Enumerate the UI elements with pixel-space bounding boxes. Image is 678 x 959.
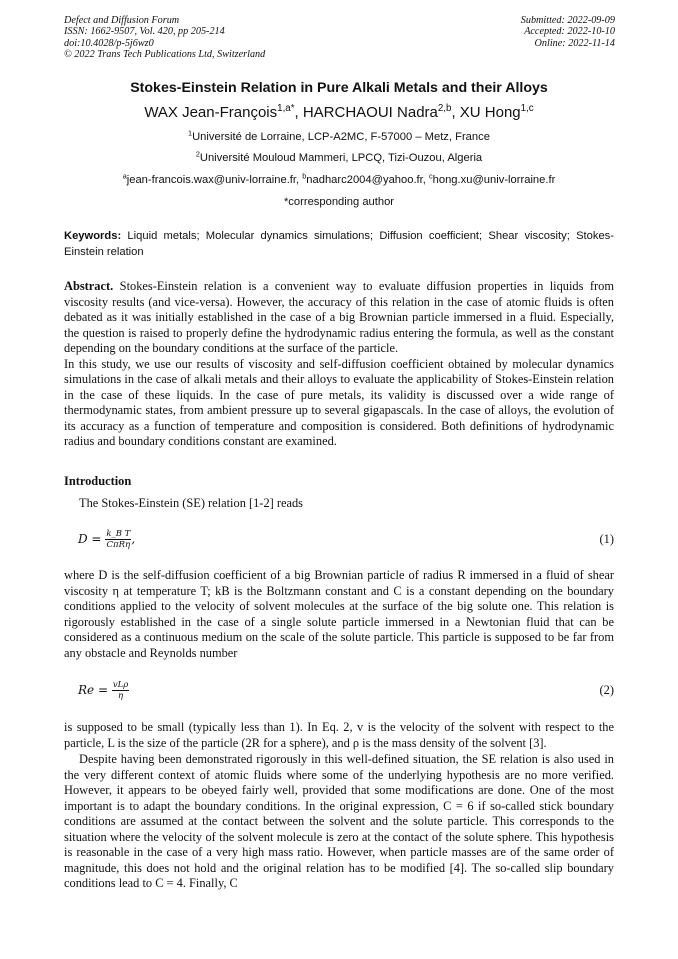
copyright-line: © 2022 Trans Tech Publications Ltd, Switzerland bbox=[64, 49, 266, 61]
affiliation-2 bbox=[0, 149, 678, 164]
equation-lhs: D = bbox=[78, 532, 106, 546]
equation-fraction bbox=[105, 529, 131, 550]
abstract-text: Stokes-Einstein relation is a convenient way to evaluate diffusion properties in liquids from viscosity results (and vice-versa). However, the accuracy of this relation in the case of atomic fluids is often debated as it was initially established in the case of a big Brownian particle immersed in a fluid. Especially, the question is raised to properly define the hydrodynamic radius entering the formula, as well as the constant depending on the boundary conditions at the surface of the particle. bbox=[64, 279, 614, 356]
author-name: WAX Jean-François bbox=[144, 104, 278, 121]
affiliation-text: Université Mouloud Mammeri, LPCQ, Tizi-Ouzou, Algeria bbox=[199, 152, 483, 164]
corresponding-author-note: *corresponding author bbox=[283, 196, 395, 208]
section-heading: Introduction bbox=[64, 474, 132, 488]
submitted-date: Submitted: 2022-09-09 bbox=[520, 15, 615, 26]
affiliation-marker: 1 bbox=[188, 128, 193, 138]
email-link[interactable]: jean-francois.wax@univ-lorraine.fr, bbox=[126, 174, 303, 186]
intro-paragraph: Despite having been demonstrated rigorously in this well-defined situation, the SE relation is also used in the very different context of atomic fluids where some of the underlying hypothesis are no more verified. However, it appears to be obeyed fairly well, provided that some modifications are done. One of the most important is to adapt the boundary conditions. In the original expression, C = 6 if so-called stick boundary conditions are assumed at the contact between the solvent and the solute particle. This corresponds to the situation where the velocity of the solvent molecule is zero at the contact of the solute sphere. This hypothesis is reasonable in the case of a very high mass ratio. However, when particle masses are of the same order of magnitude, this does not hold and the original relation has to be modified [4]. The so-called slip boundary conditions lead to C = 4. Finally, C bbox=[64, 752, 614, 891]
fraction-denominator: CπRη bbox=[106, 540, 131, 550]
equation-2 bbox=[78, 680, 614, 701]
equation-lhs: Re = bbox=[78, 683, 112, 697]
equation-fraction bbox=[112, 680, 129, 701]
affiliation-1 bbox=[0, 128, 678, 143]
journal-info bbox=[64, 15, 265, 61]
keywords-label: Keywords: bbox=[64, 230, 122, 242]
intro-paragraph: where D is the self-diffusion coefficient of a big Brownian particle of radius R immersed in a fluid of shear viscosity η at temperature T; kB is the Boltzmann constant and C is a constant depending on the boundary conditions applied to the velocity of solvent molecules at the surface of the big solute one. This relation is rigorously established in the case of a single solute particle immersed in a Newtonian fluid that can be considered as a continuous medium on the scale of the solute particle. This particle is supposed to be far from any obstacle and Reynolds number bbox=[64, 568, 614, 660]
abstract-label: Abstract. bbox=[64, 279, 114, 293]
email-link[interactable]: hong.xu@univ-lorraine.fr bbox=[432, 174, 556, 186]
author-name: XU Hong bbox=[459, 104, 521, 121]
publication-dates bbox=[521, 15, 615, 49]
issn-line: ISSN: 1662-9507, Vol. 420, pp 205-214 bbox=[64, 26, 225, 38]
abstract-paragraph bbox=[64, 279, 614, 357]
email-marker: c bbox=[429, 171, 433, 181]
author-emails bbox=[0, 171, 678, 186]
intro-paragraph: is supposed to be small (typically less than 1). In Eq. 2, v is the velocity of the solvent with respect to the particle, L is the size of the particle (2R for a sphere), and ρ is the mass density of the solvent [3]. bbox=[64, 720, 614, 750]
fraction-denominator: η bbox=[118, 691, 124, 701]
online-date: Online: 2022-11-14 bbox=[534, 37, 615, 49]
paper-title: Stokes-Einstein Relation in Pure Alkali Metals and their Alloys bbox=[130, 80, 548, 96]
author-separator: , bbox=[451, 104, 460, 121]
author-superscript: 2,b bbox=[437, 103, 452, 114]
accepted-date: Accepted: 2022-10-10 bbox=[524, 26, 615, 38]
author-list bbox=[0, 104, 678, 121]
author-superscript: 1,a* bbox=[277, 103, 295, 114]
affiliation-text: Université de Lorraine, LCP-A2MC, F-57000 – Metz, France bbox=[192, 131, 490, 143]
email-marker: a bbox=[122, 171, 127, 181]
author-name: HARCHAOUI Nadra bbox=[302, 104, 438, 121]
journal-name: Defect and Diffusion Forum bbox=[64, 15, 180, 26]
affiliation-marker: 2 bbox=[195, 149, 200, 159]
equation-tail: , bbox=[131, 532, 136, 546]
email-link[interactable]: nadharc2004@yahoo.fr, bbox=[306, 174, 429, 186]
intro-lead: The Stokes-Einstein (SE) relation [1-2] reads bbox=[79, 496, 303, 510]
email-marker: b bbox=[302, 171, 307, 181]
doi-line: doi:10.4028/p-5j6wz0 bbox=[64, 37, 154, 49]
keywords-block bbox=[64, 229, 614, 260]
equation-number: (1) bbox=[599, 532, 614, 546]
fraction-numerator: k_B T bbox=[106, 529, 131, 539]
abstract bbox=[64, 279, 614, 450]
author-superscript: 1,c bbox=[520, 103, 534, 114]
keywords-text: Liquid metals; Molecular dynamics simulations; Diffusion coefficient; Shear viscosity; Stokes-Einstein relation bbox=[64, 230, 614, 258]
equation-number: (2) bbox=[599, 683, 614, 697]
fraction-numerator: vLρ bbox=[112, 680, 129, 690]
equation-1 bbox=[78, 529, 614, 550]
abstract-paragraph: In this study, we use our results of viscosity and self-diffusion coefficient obtained by molecular dynamics simulations in the case of alkali metals and their alloys to evaluate the applicability of Stokes-Einstein relation in the case of these liquids. In the case of pure metals, its validity is discussed over a wide range of thermodynamic states, from ambient pressure up to several gigapascals. In the case of alloys, the evolution of its accuracy as a function of temperature and composition is considered. Both definitions of hydrodynamic radius and boundary conditions constant are examined. bbox=[64, 356, 614, 449]
author-separator: , bbox=[294, 104, 303, 121]
